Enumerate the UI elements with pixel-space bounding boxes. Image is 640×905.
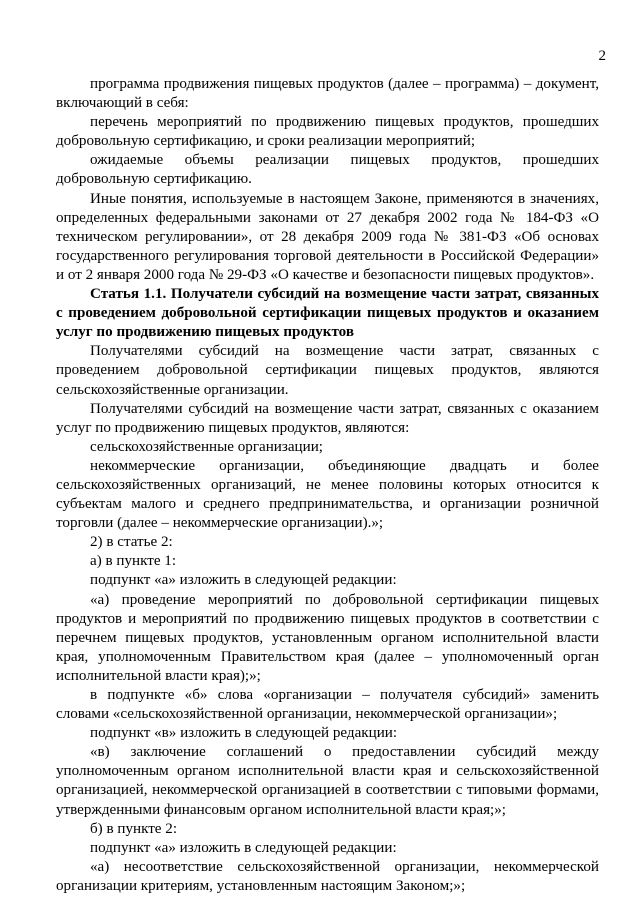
paragraph: а) в пункте 1: <box>90 553 177 570</box>
paragraph: «а) проведение мероприятий по добровольной сертификации пищевых продуктов и мероприятий по продвижению пищевых продуктов в соответствии с перечнем пищевых продуктов, установленным органом исполнительной власти края, уполномоченным Правительством края (далее – уполномоченный орган исполнительной власти края);»; <box>56 591 599 684</box>
paragraph: «в) заключение соглашений о предоставлении субсидий между уполномоченным органом исполнительной власти края и сельскохозяйственной организацией, некоммерческой организацией в соответствии с типовыми формами, утвержденными финансовым органом исполнительной власти края;»; <box>56 744 599 818</box>
paragraph: ожидаемые объемы реализации пищевых продуктов, прошедших добровольную сертификацию. <box>56 152 599 188</box>
paragraph: программа продвижения пищевых продуктов (далее – программа) – документ, включающий в себя: <box>56 76 599 112</box>
paragraph: 2) в статье 2: <box>90 534 173 551</box>
paragraph: подпункт «в» изложить в следующей редакции: <box>90 725 398 742</box>
paragraph: подпункт «а» изложить в следующей редакции: <box>90 839 397 856</box>
paragraph: Получателями субсидий на возмещение части затрат, связанных с проведением добровольной сертификации пищевых продуктов, являются сельскохозяйственные организации. <box>56 343 599 398</box>
page-number: 2 <box>598 48 606 64</box>
paragraph: перечень мероприятий по продвижению пищевых продуктов, прошедших добровольную сертификацию, и сроки реализации мероприятий; <box>56 114 599 150</box>
paragraph: «а) несоответствие сельскохозяйственной организации, некоммерческой организации критериям, установленным настоящим Законом;»; <box>56 858 599 894</box>
article-heading: Статья 1.1. Получатели субсидий на возмещение части затрат, связанных с проведением добровольной сертификации пищевых продуктов и оказанием услуг по продвижению пищевых продуктов <box>56 286 599 341</box>
paragraph: б) в пункте 2: <box>90 820 178 837</box>
paragraph: Иные понятия, используемые в настоящем Законе, применяются в значениях, определенных федеральными законами от 27 декабря 2002 года № 184-ФЗ «О техническом регулировании», от 28 декабря 2009 года № 381-ФЗ «Об основах государственного регулирования торговой деятельности в Российской Федерации» и от 2 января 2000 года № 29-ФЗ «О качестве и безопасности пищевых продуктов». <box>56 190 599 283</box>
paragraph: некоммерческие организации, объединяющие двадцать и более сельскохозяйственных организаций, не менее половины которых относится к субъектам малого и среднего предпринимательства, и организации розничной торговли (далее – некоммерческие организации).»; <box>56 457 599 532</box>
document-body <box>56 75 599 896</box>
paragraph: сельскохозяйственные организации; <box>90 438 323 455</box>
paragraph: в подпункте «б» слова «организации – получателя субсидий» заменить словами «сельскохозяйственной организации, некоммерческой организации»; <box>56 687 599 723</box>
paragraph: подпункт «а» изложить в следующей редакции: <box>90 572 397 589</box>
paragraph: Получателями субсидий на возмещение части затрат, связанных с оказанием услуг по продвижению пищевых продуктов, являются: <box>56 400 599 436</box>
